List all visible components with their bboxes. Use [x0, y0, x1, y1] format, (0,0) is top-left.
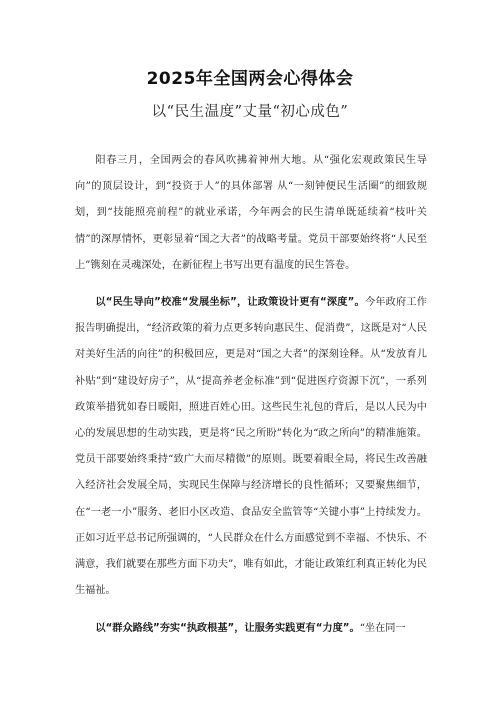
document-subtitle: 以“民生温度”丈量“初心成色” [151, 104, 349, 120]
paragraph-3-lead: 以“群众路线”夯实“执政根基”，让服务实践更有“力度”。 [95, 623, 360, 634]
paragraph-1 [75, 148, 427, 279]
paragraph-3-text: “坐在同一 [359, 623, 406, 634]
paragraph-2-text: 今年政府工作报告明确提出，“经济政策的着力点更多转向惠民生、促消费”，这既是对“人民对美好生活的向往”的积极回应，更是对“国之大者”的深刻诠释。从“发放育儿补贴”到“建设好房子”，从“提高养老金标准”到“促进医疗资源下沉”，一系列政策举措犹如春日暖阳，照进百姓心田。这些民生礼包的背后，是以人民为中心的发展思想的生动实践，更是将“民之所盼”转化为“政之所向”的精准施策。党员干部要始终秉持“致广大而尽精微”的原则。既要着眼全局，将民生改善融入经济社会发展全局，实现民生保障与经济增长的良性循环；又要聚焦细节，在“一老一小”服务、老旧小区改造、食品安全监管等“关键小事”上持续发力。正如习近平总书记所强调的，“人民群众在什么方面感觉到不幸福、不快乐、不满意，我们就要在那些方面下功夫”，唯有如此，才能让政策红利真正转化为民生福祉。 [75, 297, 427, 597]
paragraph-3 [75, 616, 427, 642]
paragraph-2 [75, 290, 427, 604]
paragraph-2-lead: 以“民生导向”校准“发展坐标”，让政策设计更有“深度”。 [95, 297, 365, 308]
paragraph-1-text: 阳春三月，全国两会的春风吹拂着神州大地。从“强化宏观政策民生导向”的顶层设计，到“投资于人”的具体部署 从“一刻钟便民生活圈”的细致规划，到“技能照亮前程”的就业承诺，今年两会的民生清单既延续着“枝叶关情”的深厚情怀，更彰显着“国之大者”的战略考量。党员干部要始终将“人民至上”镌刻在灵魂深处，在新征程上书写出更有温度的民生答卷。 [75, 155, 427, 271]
document-title: 2025年全国两会心得体会 [146, 69, 354, 89]
